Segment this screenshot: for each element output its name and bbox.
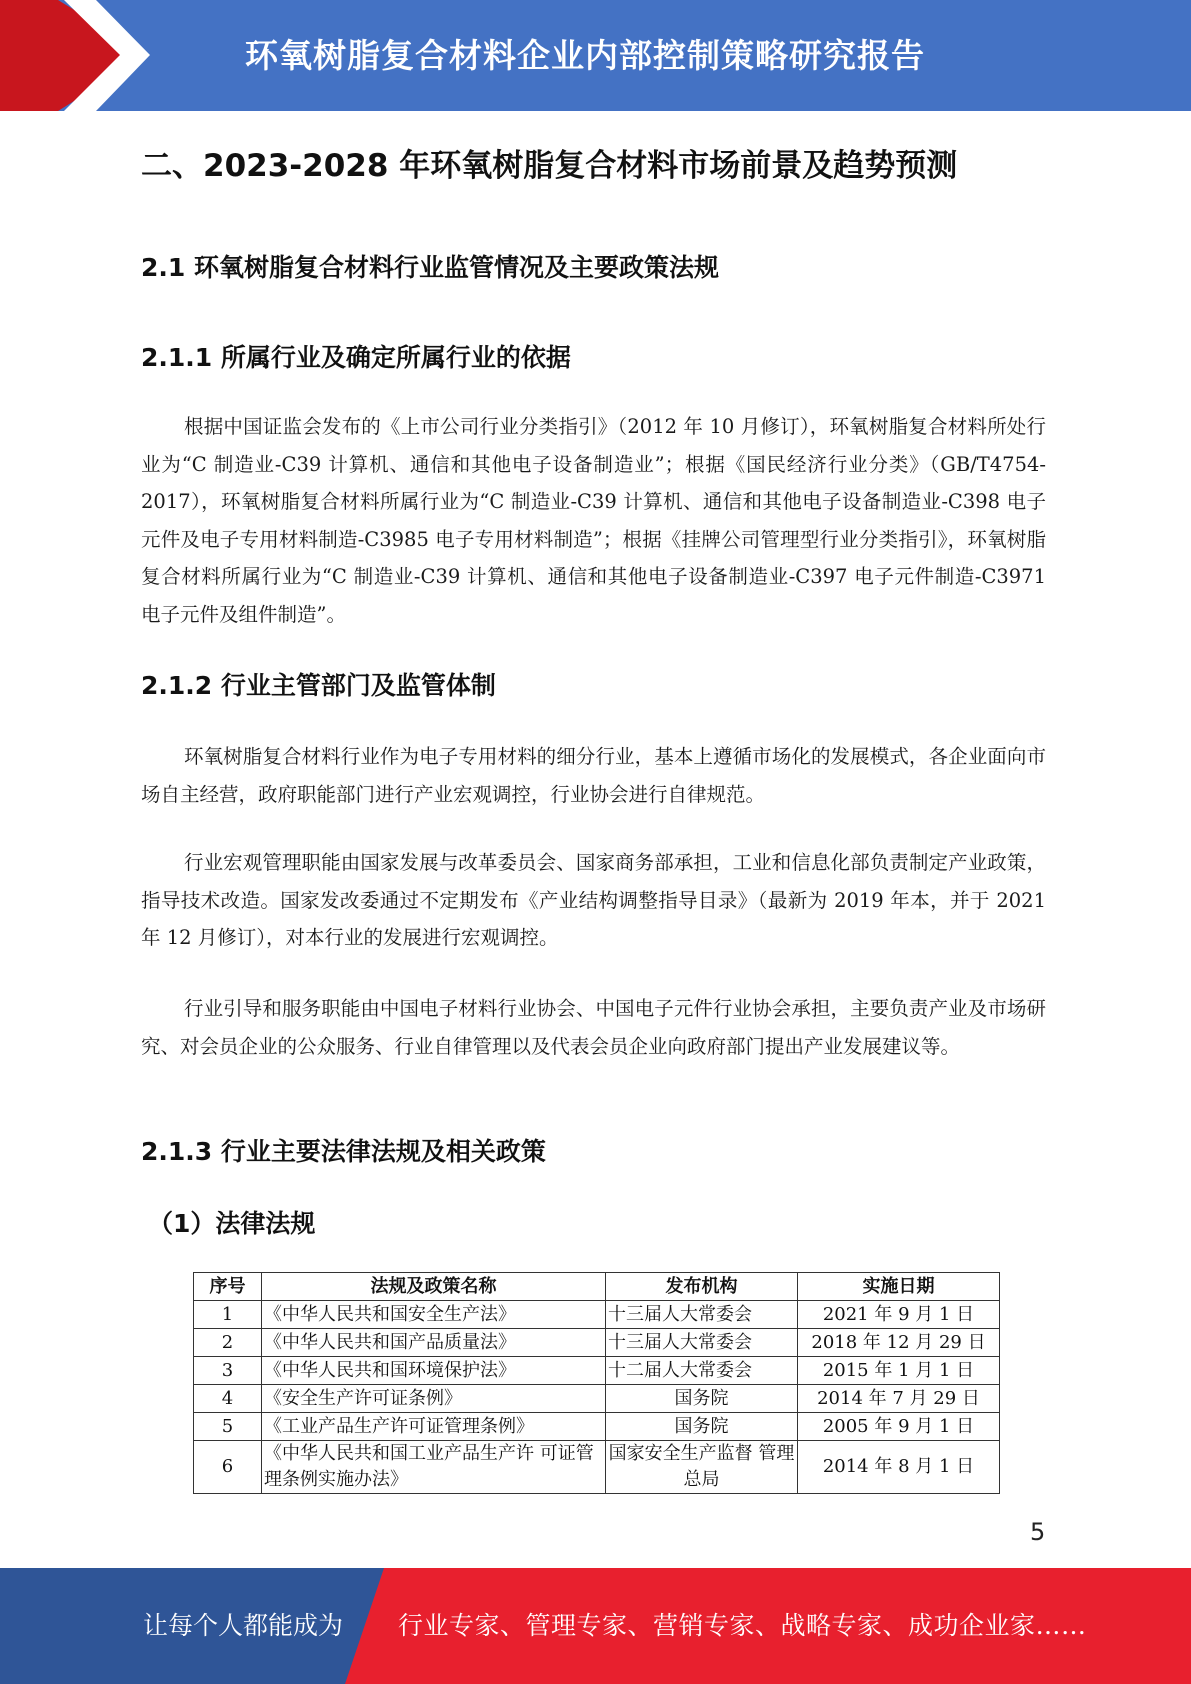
table-row (194, 1357, 1000, 1385)
cell-name: 《中华人民共和国工业产品生产许 可证管理条例实施办法》 (262, 1441, 606, 1494)
table-header-row (194, 1273, 1000, 1301)
col-header-date: 实施日期 (798, 1273, 1000, 1301)
footer-slogan-left: 让每个人都能成为 (143, 1611, 344, 1640)
cell-issuer: 十三届人大常委会 (606, 1301, 798, 1329)
subsection-heading-2-1-3: 2.1.3 行业主要法律法规及相关政策 (141, 1137, 546, 1166)
cell-date: 2014 年 8 月 1 日 (798, 1441, 1000, 1494)
cell-issuer: 国务院 (606, 1385, 798, 1413)
cell-index: 1 (194, 1301, 262, 1329)
cell-date: 2005 年 9 月 1 日 (798, 1413, 1000, 1441)
cell-issuer: 国务院 (606, 1413, 798, 1441)
table-row (194, 1329, 1000, 1357)
cell-index: 5 (194, 1413, 262, 1441)
report-header-bar (0, 0, 1191, 111)
paragraph-market-model: 环氧树脂复合材料行业作为电子专用材料的细分行业，基本上遵循市场化的发展模式，各企业面向市场自主经营，政府职能部门进行产业宏观调控，行业协会进行自律规范。 (141, 745, 1046, 806)
col-header-index: 序号 (194, 1273, 262, 1301)
cell-issuer: 十二届人大常委会 (606, 1357, 798, 1385)
table-row (194, 1301, 1000, 1329)
table-row (194, 1385, 1000, 1413)
subsection-heading-2-1-1: 2.1.1 所属行业及确定所属行业的依据 (141, 343, 571, 372)
cell-name: 《中华人民共和国安全生产法》 (262, 1301, 606, 1329)
col-header-issuer: 发布机构 (606, 1273, 798, 1301)
cell-date: 2014 年 7 月 29 日 (798, 1385, 1000, 1413)
cell-index: 4 (194, 1385, 262, 1413)
laws-subheading: （1）法律法规 (148, 1209, 316, 1238)
cell-name: 《中华人民共和国产品质量法》 (262, 1329, 606, 1357)
page-number: 5 (1030, 1518, 1046, 1546)
table-row (194, 1413, 1000, 1441)
paragraph-macro-management: 行业宏观管理职能由国家发展与改革委员会、国家商务部承担，工业和信息化部负责制定产业政策，指导技术改造。国家发改委通过不定期发布《产业结构调整指导目录》（最新为 2019 年本，并于 2021 年 12 月修订），对本行业的发展进行宏观调控。 (141, 851, 1046, 949)
cell-name: 《中华人民共和国环境保护法》 (262, 1357, 606, 1385)
chapter-heading: 二、2023-2028 年环氧树脂复合材料市场前景及趋势预测 (141, 148, 958, 184)
cell-date: 2015 年 1 月 1 日 (798, 1357, 1000, 1385)
cell-name: 《工业产品生产许可证管理条例》 (262, 1413, 606, 1441)
footer-slogan-right: 行业专家、管理专家、营销专家、战略专家、成功企业家…… (398, 1611, 1087, 1640)
cell-index: 6 (194, 1441, 262, 1494)
cell-name: 《安全生产许可证条例》 (262, 1385, 606, 1413)
subsection-heading-2-1-2: 2.1.2 行业主管部门及监管体制 (141, 671, 496, 700)
table-row (194, 1441, 1000, 1494)
paragraph-industry-associations: 行业引导和服务职能由中国电子材料行业协会、中国电子元件行业协会承担，主要负责产业及市场研究、对会员企业的公众服务、行业自律管理以及代表会员企业向政府部门提出产业发展建议等。 (141, 997, 1046, 1058)
footer-banner (0, 1568, 1191, 1684)
paragraph-industry-classification: 根据中国证监会发布的《上市公司行业分类指引》（2012 年 10 月修订），环氧树脂复合材料所处行业为“C 制造业-C39 计算机、通信和其他电子设备制造业”；根据《国民经济行业分类》（GB/T4754-2017），环氧树脂复合材料所属行业为“C 制造业-C39 计算机、通信和其他电子设备制造业-C398 电子元件及电子专用材料制造-C3985 电子专用材料制造”；根据《挂牌公司管理型行业分类指引》，环氧树脂复合材料所属行业为“C 制造业-C39 计算机、通信和其他电子设备制造业-C397 电子元件制造-C3971 电子元件及组件制造”。 (141, 415, 1046, 626)
cell-index: 2 (194, 1329, 262, 1357)
cell-date: 2021 年 9 月 1 日 (798, 1301, 1000, 1329)
cell-date: 2018 年 12 月 29 日 (798, 1329, 1000, 1357)
col-header-name: 法规及政策名称 (262, 1273, 606, 1301)
regulations-table (193, 1272, 1000, 1494)
report-title: 环氧树脂复合材料企业内部控制策略研究报告 (245, 36, 925, 75)
cell-index: 3 (194, 1357, 262, 1385)
cell-issuer: 国家安全生产监督 管理总局 (606, 1441, 798, 1494)
section-heading-2-1: 2.1 环氧树脂复合材料行业监管情况及主要政策法规 (141, 253, 719, 282)
cell-issuer: 十三届人大常委会 (606, 1329, 798, 1357)
